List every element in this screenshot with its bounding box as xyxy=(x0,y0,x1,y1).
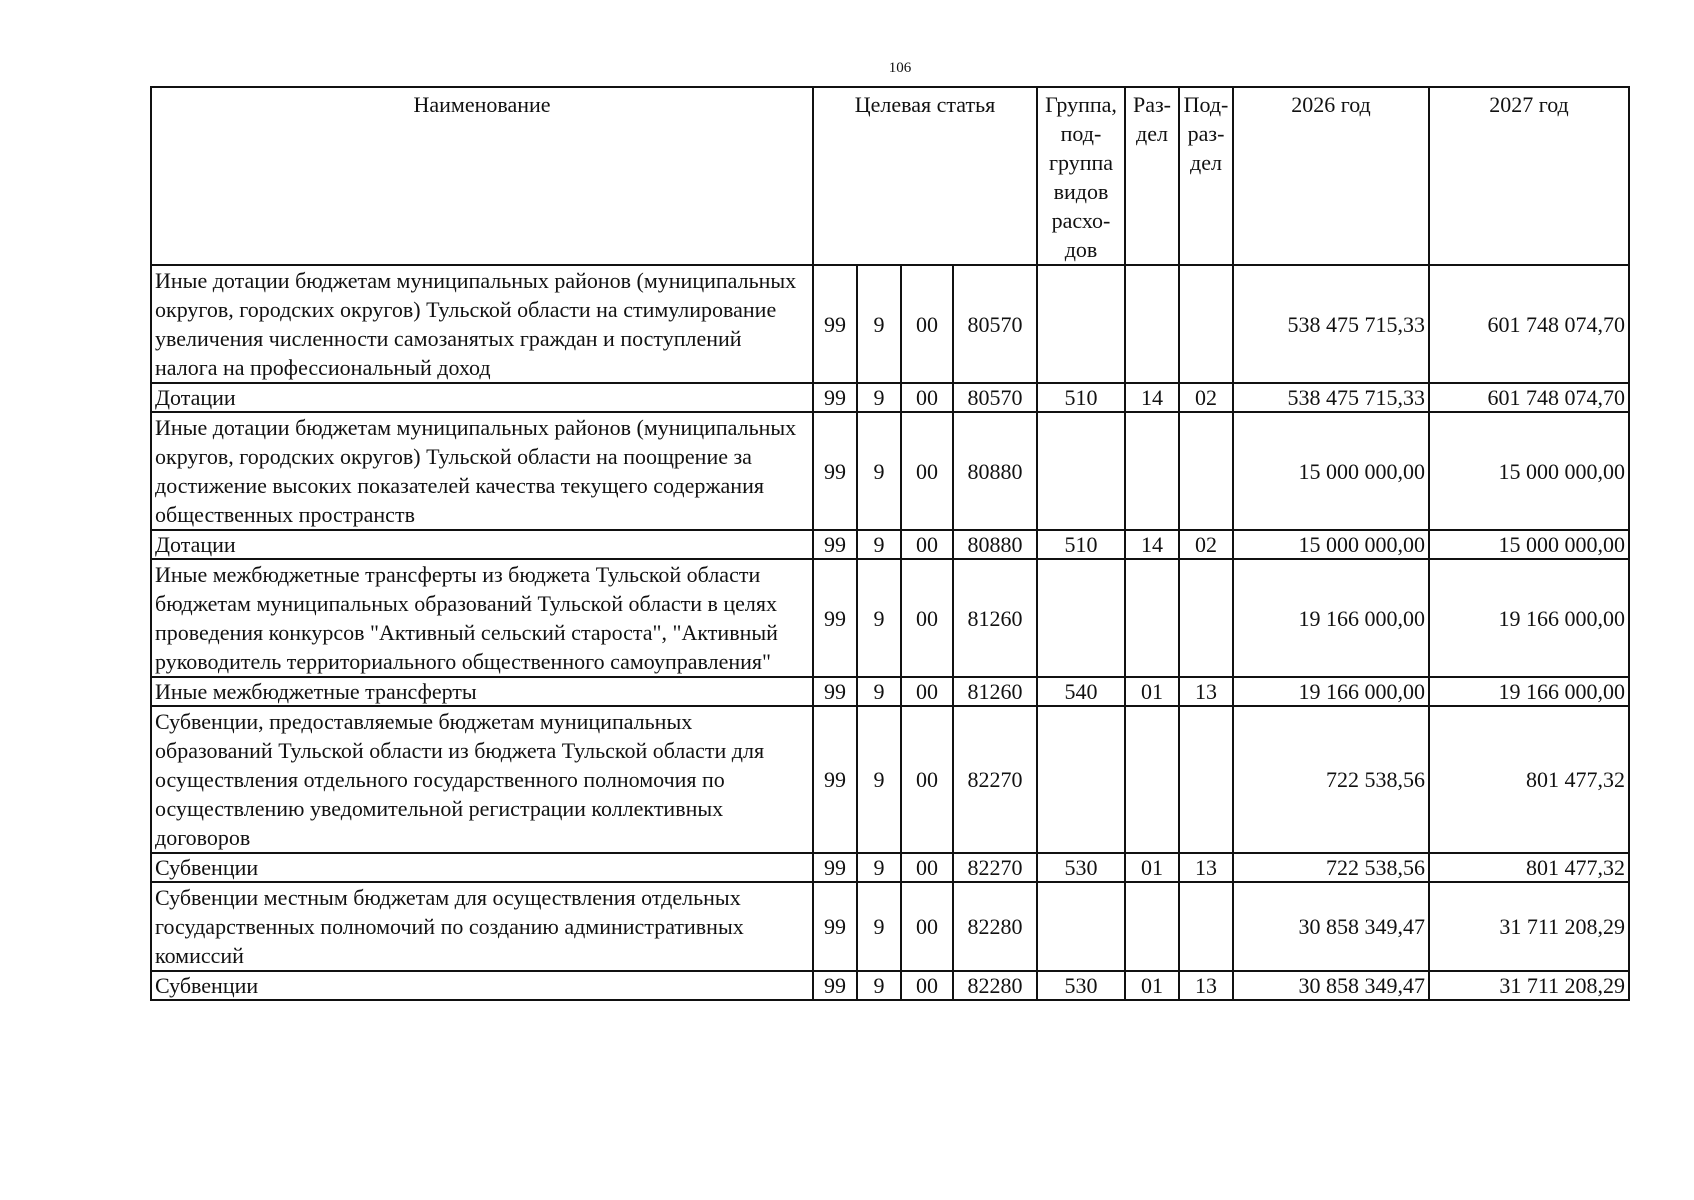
row-code-3: 00 xyxy=(901,530,953,559)
row-section: 14 xyxy=(1125,530,1179,559)
header-subsection: Под- раз- дел xyxy=(1179,87,1233,265)
row-code-4: 80570 xyxy=(953,383,1037,412)
row-name: Субвенции xyxy=(151,853,813,882)
row-code-4: 82280 xyxy=(953,971,1037,1000)
row-code-2: 9 xyxy=(857,706,901,853)
row-group: 540 xyxy=(1037,677,1125,706)
row-code-3: 00 xyxy=(901,882,953,971)
row-code-1: 99 xyxy=(813,530,857,559)
row-subsection: 13 xyxy=(1179,853,1233,882)
row-amount-2027: 601 748 074,70 xyxy=(1429,265,1629,383)
row-group: 510 xyxy=(1037,383,1125,412)
table-row xyxy=(151,677,1629,706)
row-section xyxy=(1125,559,1179,677)
table-row xyxy=(151,265,1629,383)
row-amount-2026: 538 475 715,33 xyxy=(1233,265,1429,383)
row-subsection: 02 xyxy=(1179,530,1233,559)
row-amount-2027: 15 000 000,00 xyxy=(1429,412,1629,530)
row-code-2: 9 xyxy=(857,882,901,971)
row-amount-2027: 801 477,32 xyxy=(1429,853,1629,882)
header-group: Группа, под- группа видов расхо- дов xyxy=(1037,87,1125,265)
table-row xyxy=(151,383,1629,412)
row-code-1: 99 xyxy=(813,265,857,383)
table-row xyxy=(151,853,1629,882)
row-subsection: 13 xyxy=(1179,971,1233,1000)
row-subsection: 02 xyxy=(1179,383,1233,412)
row-name: Дотации xyxy=(151,530,813,559)
row-code-3: 00 xyxy=(901,412,953,530)
row-name: Субвенции xyxy=(151,971,813,1000)
row-code-3: 00 xyxy=(901,265,953,383)
row-amount-2027: 19 166 000,00 xyxy=(1429,559,1629,677)
table-row xyxy=(151,559,1629,677)
row-subsection: 13 xyxy=(1179,677,1233,706)
row-code-3: 00 xyxy=(901,559,953,677)
row-group: 510 xyxy=(1037,530,1125,559)
table-row xyxy=(151,530,1629,559)
row-section: 01 xyxy=(1125,677,1179,706)
table-row xyxy=(151,971,1629,1000)
row-name: Иные межбюджетные трансферты xyxy=(151,677,813,706)
page-number: 106 xyxy=(888,60,912,76)
row-code-1: 99 xyxy=(813,412,857,530)
row-code-3: 00 xyxy=(901,677,953,706)
row-name: Иные дотации бюджетам муниципальных районов (муниципальных округов, городских округов) Тульской области на поощрение за достижение высоких показателей качества текущего содержания общественных пространств xyxy=(151,412,813,530)
row-code-2: 9 xyxy=(857,530,901,559)
row-subsection xyxy=(1179,412,1233,530)
row-section xyxy=(1125,882,1179,971)
row-amount-2027: 31 711 208,29 xyxy=(1429,971,1629,1000)
table-row xyxy=(151,412,1629,530)
row-code-2: 9 xyxy=(857,383,901,412)
row-amount-2026: 15 000 000,00 xyxy=(1233,412,1429,530)
header-section: Раз- дел xyxy=(1125,87,1179,265)
row-group xyxy=(1037,265,1125,383)
row-code-3: 00 xyxy=(901,971,953,1000)
row-section xyxy=(1125,265,1179,383)
row-group: 530 xyxy=(1037,971,1125,1000)
row-subsection xyxy=(1179,559,1233,677)
row-code-1: 99 xyxy=(813,853,857,882)
row-section xyxy=(1125,412,1179,530)
row-name: Иные дотации бюджетам муниципальных районов (муниципальных округов, городских округов) Тульской области на стимулирование увеличения численности самозанятых граждан и поступлений налога на профессиональный доход xyxy=(151,265,813,383)
row-code-3: 00 xyxy=(901,853,953,882)
row-name: Субвенции местным бюджетам для осуществления отдельных государственных полномочий по созданию административных комиссий xyxy=(151,882,813,971)
row-name: Субвенции, предоставляемые бюджетам муниципальных образований Тульской области из бюджета Тульской области для осуществления отдельного государственного полномочия по осуществлению уведомительной регистрации коллективных договоров xyxy=(151,706,813,853)
row-code-1: 99 xyxy=(813,559,857,677)
row-section: 01 xyxy=(1125,971,1179,1000)
row-amount-2027: 801 477,32 xyxy=(1429,706,1629,853)
row-amount-2026: 30 858 349,47 xyxy=(1233,971,1429,1000)
budget-table xyxy=(150,86,1630,1001)
header-2027: 2027 год xyxy=(1429,87,1629,265)
row-code-2: 9 xyxy=(857,559,901,677)
row-group xyxy=(1037,412,1125,530)
row-code-4: 80570 xyxy=(953,265,1037,383)
row-code-3: 00 xyxy=(901,383,953,412)
row-code-2: 9 xyxy=(857,677,901,706)
row-code-1: 99 xyxy=(813,971,857,1000)
row-code-1: 99 xyxy=(813,677,857,706)
row-amount-2026: 19 166 000,00 xyxy=(1233,677,1429,706)
row-subsection xyxy=(1179,265,1233,383)
row-amount-2026: 538 475 715,33 xyxy=(1233,383,1429,412)
row-amount-2026: 722 538,56 xyxy=(1233,706,1429,853)
row-group xyxy=(1037,706,1125,853)
row-code-2: 9 xyxy=(857,971,901,1000)
row-amount-2027: 31 711 208,29 xyxy=(1429,882,1629,971)
row-subsection xyxy=(1179,882,1233,971)
header-2026: 2026 год xyxy=(1233,87,1429,265)
row-amount-2027: 19 166 000,00 xyxy=(1429,677,1629,706)
row-section: 14 xyxy=(1125,383,1179,412)
table-row xyxy=(151,706,1629,853)
row-code-1: 99 xyxy=(813,882,857,971)
row-section: 01 xyxy=(1125,853,1179,882)
row-subsection xyxy=(1179,706,1233,853)
row-code-1: 99 xyxy=(813,706,857,853)
row-code-4: 80880 xyxy=(953,530,1037,559)
row-amount-2026: 19 166 000,00 xyxy=(1233,559,1429,677)
table-header-row xyxy=(151,87,1629,265)
row-amount-2026: 722 538,56 xyxy=(1233,853,1429,882)
header-name: Наименование xyxy=(151,87,813,265)
row-group xyxy=(1037,882,1125,971)
row-code-2: 9 xyxy=(857,853,901,882)
row-code-4: 80880 xyxy=(953,412,1037,530)
row-code-1: 99 xyxy=(813,383,857,412)
row-name: Дотации xyxy=(151,383,813,412)
row-code-3: 00 xyxy=(901,706,953,853)
row-amount-2027: 15 000 000,00 xyxy=(1429,530,1629,559)
row-name: Иные межбюджетные трансферты из бюджета Тульской области бюджетам муниципальных образований Тульской области в целях проведения конкурсов "Активный сельский староста", "Активный руководитель территориального общественного самоуправления" xyxy=(151,559,813,677)
row-code-2: 9 xyxy=(857,265,901,383)
row-code-4: 81260 xyxy=(953,559,1037,677)
table-row xyxy=(151,882,1629,971)
row-group: 530 xyxy=(1037,853,1125,882)
header-target: Целевая статья xyxy=(813,87,1037,265)
row-amount-2026: 30 858 349,47 xyxy=(1233,882,1429,971)
row-section xyxy=(1125,706,1179,853)
row-code-4: 82270 xyxy=(953,706,1037,853)
row-code-4: 81260 xyxy=(953,677,1037,706)
row-group xyxy=(1037,559,1125,677)
row-code-4: 82280 xyxy=(953,882,1037,971)
row-amount-2027: 601 748 074,70 xyxy=(1429,383,1629,412)
row-code-2: 9 xyxy=(857,412,901,530)
row-code-4: 82270 xyxy=(953,853,1037,882)
row-amount-2026: 15 000 000,00 xyxy=(1233,530,1429,559)
